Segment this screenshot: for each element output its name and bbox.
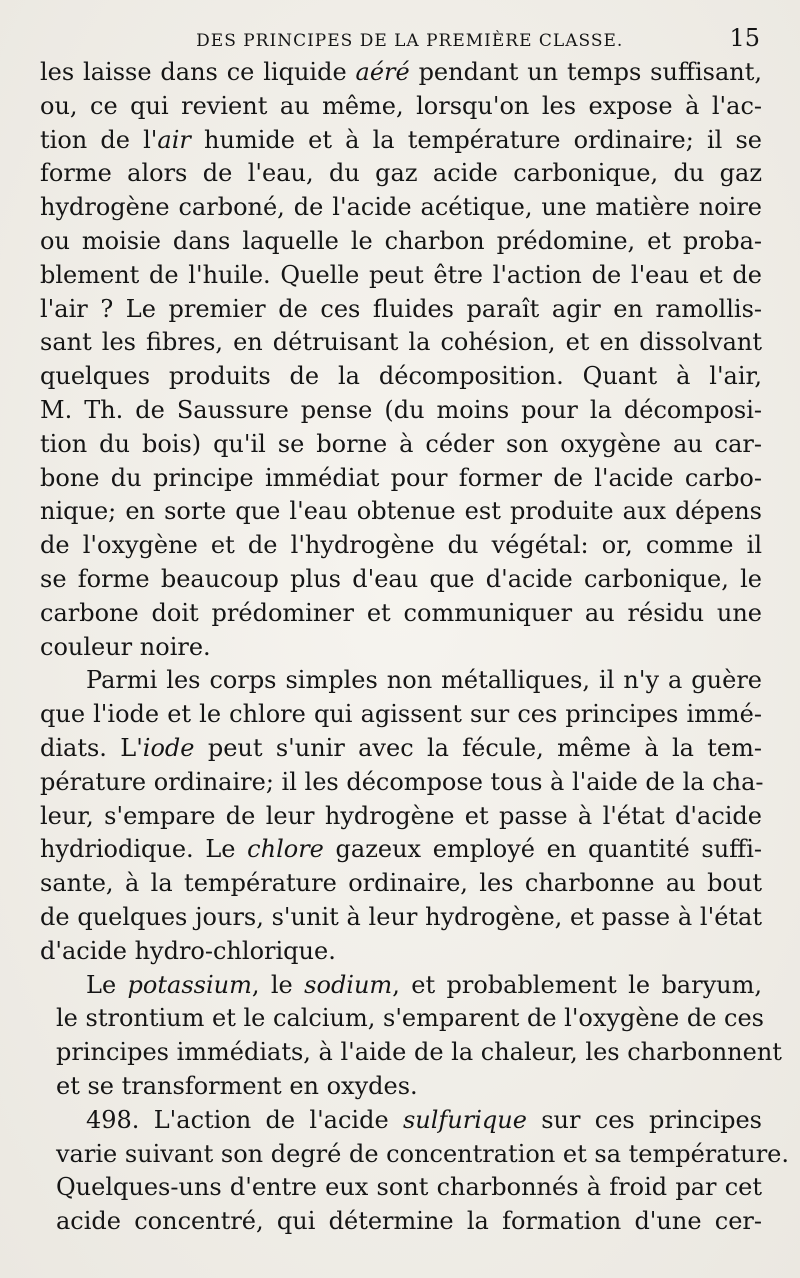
text-line: le strontium et le calcium, s'emparent de l'oxygène de ces xyxy=(56,1004,764,1033)
text-line: pérature ordinaire; il les décompose tous à l'aide de la cha- xyxy=(40,767,764,796)
text-line: varie suivant son degré de concentration et sa température. xyxy=(56,1139,789,1168)
text-line: M. Th. de Saussure pense (du moins pour la décomposi- xyxy=(40,395,762,424)
text-line: bone du principe immédiat pour former de l'acide carbo- xyxy=(40,463,762,492)
text-line: l'air ? Le premier de ces fluides paraît agir en ramollis- xyxy=(40,294,762,323)
text-line: se forme beaucoup plus d'eau que d'acide carbonique, le xyxy=(40,564,762,593)
text-line: carbone doit prédominer et communiquer au résidu une xyxy=(40,598,762,627)
text-line: ou, ce qui revient au même, lorsqu'on les expose à l'ac- xyxy=(40,91,762,120)
text-line: quelques produits de la décomposition. Quant à l'air, xyxy=(40,362,762,391)
text-line: leur, s'empare de leur hydrogène et passe à l'état d'acide xyxy=(40,801,762,830)
text-line: hydrogène carboné, de l'acide acétique, une matière noire xyxy=(40,193,762,222)
text-line: forme alors de l'eau, du gaz acide carbonique, du gaz xyxy=(40,159,762,188)
text-line: les laisse dans ce liquide aéré pendant un temps suffisant, xyxy=(40,58,763,86)
paragraph-start-line: 498. L'action de l'acide sulfurique sur ces principes xyxy=(86,1105,763,1134)
paragraph-start-line: Le potassium, le sodium, et probablement le baryum, xyxy=(86,970,762,999)
text-line: de quelques jours, s'unit à leur hydrogène, et passe à l'état xyxy=(40,902,762,931)
text-line: Quelques-uns d'entre eux sont charbonnés à froid par cet xyxy=(56,1173,762,1202)
text-line: tion de l'air humide et à la température ordinaire; il se xyxy=(40,125,763,154)
text-line: couleur noire. xyxy=(40,632,211,661)
text-line: de l'oxygène et de l'hydrogène du végétal: or, comme il xyxy=(40,531,762,560)
text-line: que l'iode et le chlore qui agissent sur ces principes immé- xyxy=(40,700,762,729)
text-line: diats. L'iode peut s'unir avec la fécule, même à la tem- xyxy=(40,733,762,762)
page-number: 15 xyxy=(729,24,760,52)
paragraph-start-line: Parmi les corps simples non métalliques, il n'y a guère xyxy=(86,666,762,695)
text-line: principes immédiats, à l'aide de la chaleur, les charbonnent xyxy=(56,1038,782,1067)
text-line: hydriodique. Le chlore gazeux employé en quantité suffi- xyxy=(40,835,762,864)
text-line: nique; en sorte que l'eau obtenue est produite aux dépens xyxy=(40,497,762,526)
body-text xyxy=(40,56,789,1239)
running-title: DES PRINCIPES DE LA PREMIÈRE CLASSE. xyxy=(196,31,624,51)
text-line: et se transforment en oxydes. xyxy=(56,1071,418,1100)
text-line: sant les fibres, en détruisant la cohésion, et en dissolvant xyxy=(40,328,762,357)
text-line: d'acide hydro-chlorique. xyxy=(40,936,336,965)
text-line: sante, à la température ordinaire, les charbonne au bout xyxy=(40,869,762,898)
text-line: acide concentré, qui détermine la formation d'une cer- xyxy=(56,1207,762,1236)
text-line: ou moisie dans laquelle le charbon prédomine, et proba- xyxy=(40,226,762,255)
text-line: blement de l'huile. Quelle peut être l'action de l'eau et de xyxy=(40,260,762,289)
text-line: tion du bois) qu'il se borne à céder son oxygène au car- xyxy=(40,429,762,458)
page-header xyxy=(40,24,762,54)
